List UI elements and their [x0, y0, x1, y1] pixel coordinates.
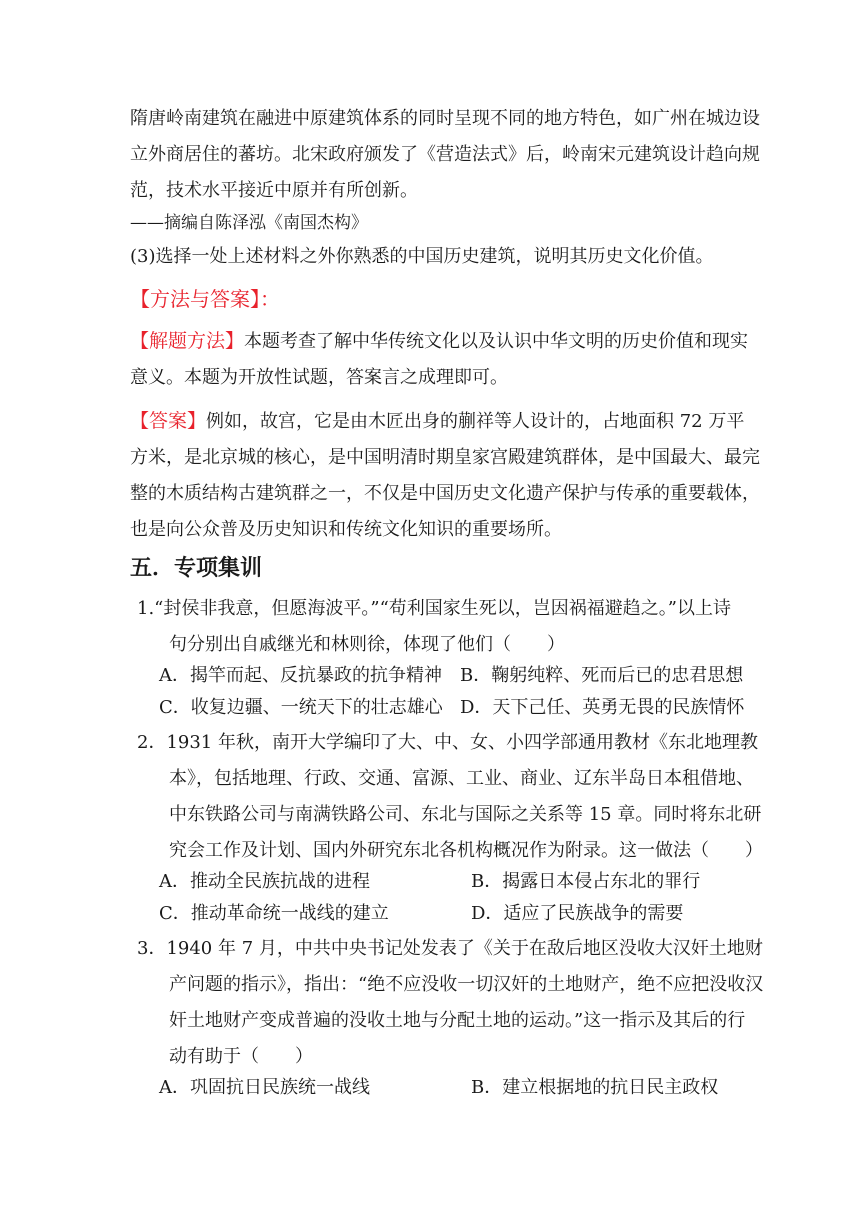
question-3-option-b[interactable]: B．建立根据地的抗日民主政权 [471, 1077, 719, 1098]
question-1-option-c[interactable]: C．收复边疆、一统天下的壮志雄心 [159, 697, 443, 718]
question-1-option-b[interactable]: B．鞠躬纯粹、死而后已的忠君思想 [460, 665, 744, 686]
question-1-line-2: 句分别出自戚继光和林则徐，体现了他们（ ） [169, 634, 565, 655]
question-2-line-3: 中东铁路公司与南满铁路公司、东北与国际之关系等 15 章。同时将东北研 [169, 804, 762, 825]
answer-paragraph-line-1 [130, 409, 744, 434]
question-3-line-2: 产问题的指示》，指出：“绝不应没收一切汉奸的土地财产，绝不应把没收汉 [169, 974, 764, 995]
question-2-option-d[interactable]: D．适应了民族战争的需要 [471, 903, 684, 924]
answer-label: 【答案】 [130, 410, 207, 432]
question-2-line-1: 2．1931 年秋，南开大学编印了大、中、女、小四学部通用教材《东北地理教 [137, 732, 758, 753]
answer-text-2: 方米，是北京城的核心，是中国明清时期皇家宫殿建筑群体，是中国最大、最完 [130, 447, 760, 468]
method-label: 【解题方法】 [130, 330, 245, 352]
question-3-option-a[interactable]: A．巩固抗日民族统一战线 [159, 1077, 370, 1098]
method-text-2: 意义。本题为开放性试题，答案言之成理即可。 [130, 367, 508, 388]
material-line-1: 隋唐岭南建筑在融进中原建筑体系的同时呈现不同的地方特色，如广州在城边设 [130, 108, 760, 129]
question-3-line-3: 奸土地财产变成普遍的没收土地与分配土地的运动。”这一指示及其后的行 [169, 1010, 746, 1031]
section-title: 五．专项集训 [130, 556, 263, 581]
answer-text-1: 例如，故宫，它是由木匠出身的蒯祥等人设计的，占地面积 72 万平 [206, 411, 745, 432]
method-paragraph-line-1 [130, 329, 748, 354]
question-1-option-d[interactable]: D．天下己任、英勇无畏的民族情怀 [460, 697, 745, 718]
question-3-line-4: 动有助于（ ） [169, 1046, 313, 1067]
material-line-3: 范，技术水平接近中原并有所创新。 [130, 180, 418, 201]
question-3-prompt: (3)选择一处上述材料之外你熟悉的中国历史建筑，说明其历史文化价值。 [130, 246, 714, 267]
method-answer-title: 【方法与答案】： [130, 287, 280, 311]
question-1-line-1: 1.“封侯非我意，但愿海波平。”“苟利国家生死以，岂因祸福避趋之。”以上诗 [137, 598, 731, 619]
question-2-line-2: 本》，包括地理、行政、交通、富源、工业、商业、辽东半岛日本租借地、 [169, 768, 754, 789]
question-2-line-4: 究会工作及计划、国内外研究东北各机构概况作为附录。这一做法（ ） [169, 840, 763, 861]
answer-text-3: 整的木质结构古建筑群之一，不仅是中国历史文化遗产保护与传承的重要载体， [130, 483, 760, 504]
question-2-option-a[interactable]: A．推动全民族抗战的进程 [159, 871, 370, 892]
answer-text-4: 也是向公众普及历史知识和传统文化知识的重要场所。 [130, 519, 562, 540]
material-source: ——摘编自陈泽泓《南国杰构》 [130, 213, 368, 233]
question-3-line-1: 3．1940 年 7 月，中共中央书记处发表了《关于在敌后地区没收大汉奸土地财 [137, 938, 763, 959]
question-1-option-a[interactable]: A．揭竿而起、反抗暴政的抗争精神 [159, 665, 442, 686]
question-2-option-b[interactable]: B．揭露日本侵占东北的罪行 [471, 871, 701, 892]
question-2-option-c[interactable]: C．推动革命统一战线的建立 [159, 903, 389, 924]
method-text-1: 本题考查了解中华传统文化以及认识中华文明的历史价值和现实 [244, 331, 749, 352]
material-line-2: 立外商居住的蕃坊。北宋政府颁发了《营造法式》后，岭南宋元建筑设计趋向规 [130, 144, 760, 165]
